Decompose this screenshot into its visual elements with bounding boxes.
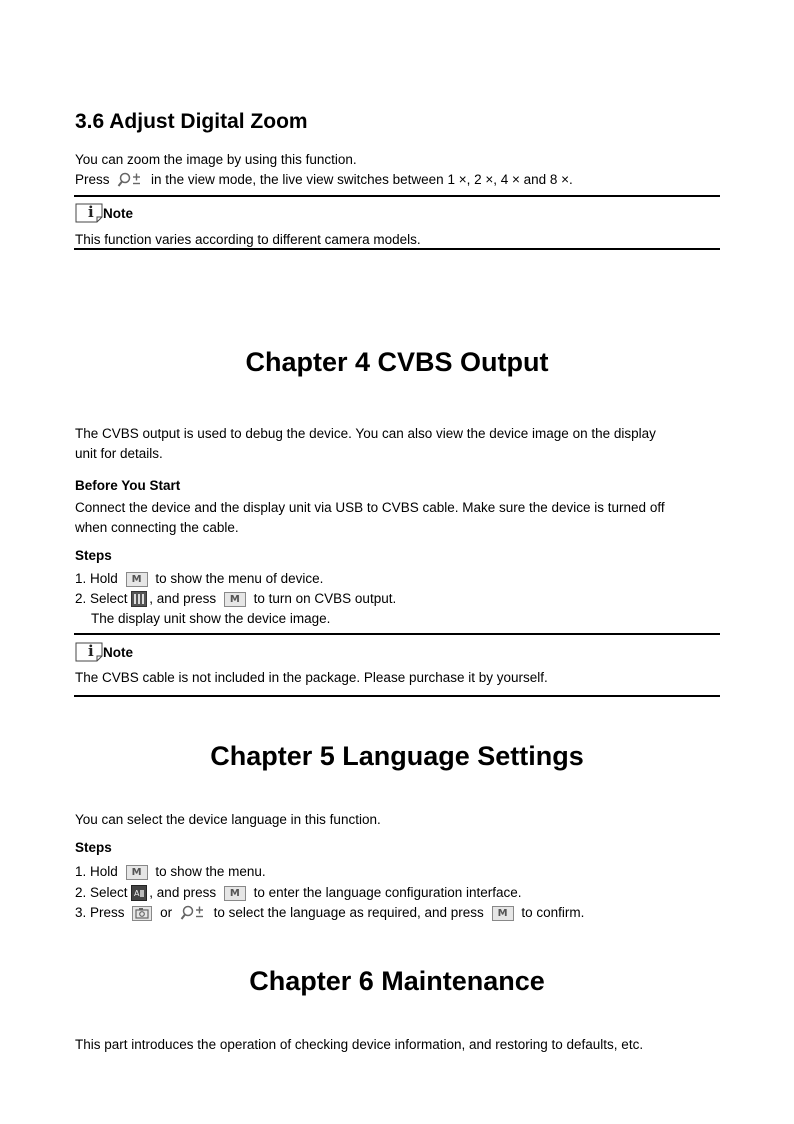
ch5-step2-mid: , and press — [149, 885, 217, 900]
svg-text:i: i — [88, 642, 94, 660]
section-line-2 — [75, 170, 573, 190]
zoom-key-icon — [180, 905, 206, 921]
ch5-step2-post: to enter the language configuration interface. — [253, 885, 522, 900]
ch4-step2-pre: 2. Select — [75, 591, 128, 606]
ch4-step-2 — [75, 589, 396, 609]
ch4-note-text: The CVBS cable is not included in the package. Please purchase it by yourself. — [75, 670, 548, 685]
ch4-intro-2: unit for details. — [75, 446, 163, 461]
ch4-step-1 — [75, 569, 323, 589]
ch5-step3-or: or — [160, 905, 173, 920]
section-line-1: You can zoom the image by using this function. — [75, 152, 357, 167]
m-key-icon: M — [126, 865, 148, 880]
ch5-step-2 — [75, 883, 522, 903]
m-key-icon: M — [224, 886, 246, 901]
before-you-start-label: Before You Start — [75, 478, 181, 493]
text-press: Press — [75, 172, 110, 187]
ch5-step-3 — [75, 903, 584, 923]
ch4-intro-1: The CVBS output is used to debug the device. You can also view the device image on the display — [75, 426, 656, 441]
ch5-step1-pre: 1. Hold — [75, 864, 118, 879]
cvbs-menu-icon — [131, 591, 147, 607]
ch4-note-top-rule — [74, 633, 720, 635]
svg-text:A: A — [134, 889, 140, 899]
chapter-5-title: Chapter 5 Language Settings — [210, 741, 584, 771]
ch5-step3-mid: to select the language as required, and press — [213, 905, 484, 920]
text-zoom-desc: in the view mode, the live view switches between 1 ×, 2 ×, 4 × and 8 ×. — [151, 172, 573, 187]
m-key-icon: M — [492, 906, 514, 921]
note-text: This function varies according to different camera models. — [75, 232, 421, 247]
ch4-note-label: Note — [103, 645, 133, 660]
ch4-note-header — [75, 640, 133, 662]
ch5-step3-post: to confirm. — [521, 905, 585, 920]
note-bottom-rule — [74, 248, 720, 250]
note-top-rule — [74, 195, 720, 197]
ch4-step1-pre: 1. Hold — [75, 571, 118, 586]
note-header — [75, 201, 133, 223]
ch4-step2-post: to turn on CVBS output. — [253, 591, 397, 606]
ch5-steps-label: Steps — [75, 840, 112, 855]
ch4-step2-mid: , and press — [149, 591, 217, 606]
ch5-step-1 — [75, 862, 266, 882]
ch5-step3-pre: 3. Press — [75, 905, 125, 920]
m-key-icon: M — [224, 592, 246, 607]
ch5-step2-pre: 2. Select — [75, 885, 128, 900]
ch4-step-2-sub: The display unit show the device image. — [91, 611, 331, 626]
section-heading: 3.6 Adjust Digital Zoom — [75, 110, 308, 133]
m-key-icon: M — [126, 572, 148, 587]
chapter-4-title: Chapter 4 CVBS Output — [245, 347, 549, 377]
note-info-icon — [75, 640, 103, 662]
ch6-intro: This part introduces the operation of checking device information, and restoring to defaults, etc. — [75, 1037, 644, 1052]
ch4-step1-post: to show the menu of device. — [155, 571, 324, 586]
camera-key-icon — [132, 906, 152, 921]
language-menu-icon — [131, 885, 147, 901]
zoom-key-icon — [117, 172, 143, 188]
chapter-6-title: Chapter 6 Maintenance — [249, 966, 545, 996]
note-label: Note — [103, 206, 133, 221]
svg-text:i: i — [88, 203, 94, 221]
ch5-intro: You can select the device language in this function. — [75, 812, 381, 827]
ch4-before-2: when connecting the cable. — [75, 520, 239, 535]
ch4-note-bottom-rule — [74, 695, 720, 697]
ch5-step1-post: to show the menu. — [155, 864, 266, 879]
ch4-before-1: Connect the device and the display unit via USB to CVBS cable. Make sure the device is turned off — [75, 500, 665, 515]
ch4-steps-label: Steps — [75, 548, 112, 563]
note-info-icon — [75, 201, 103, 223]
